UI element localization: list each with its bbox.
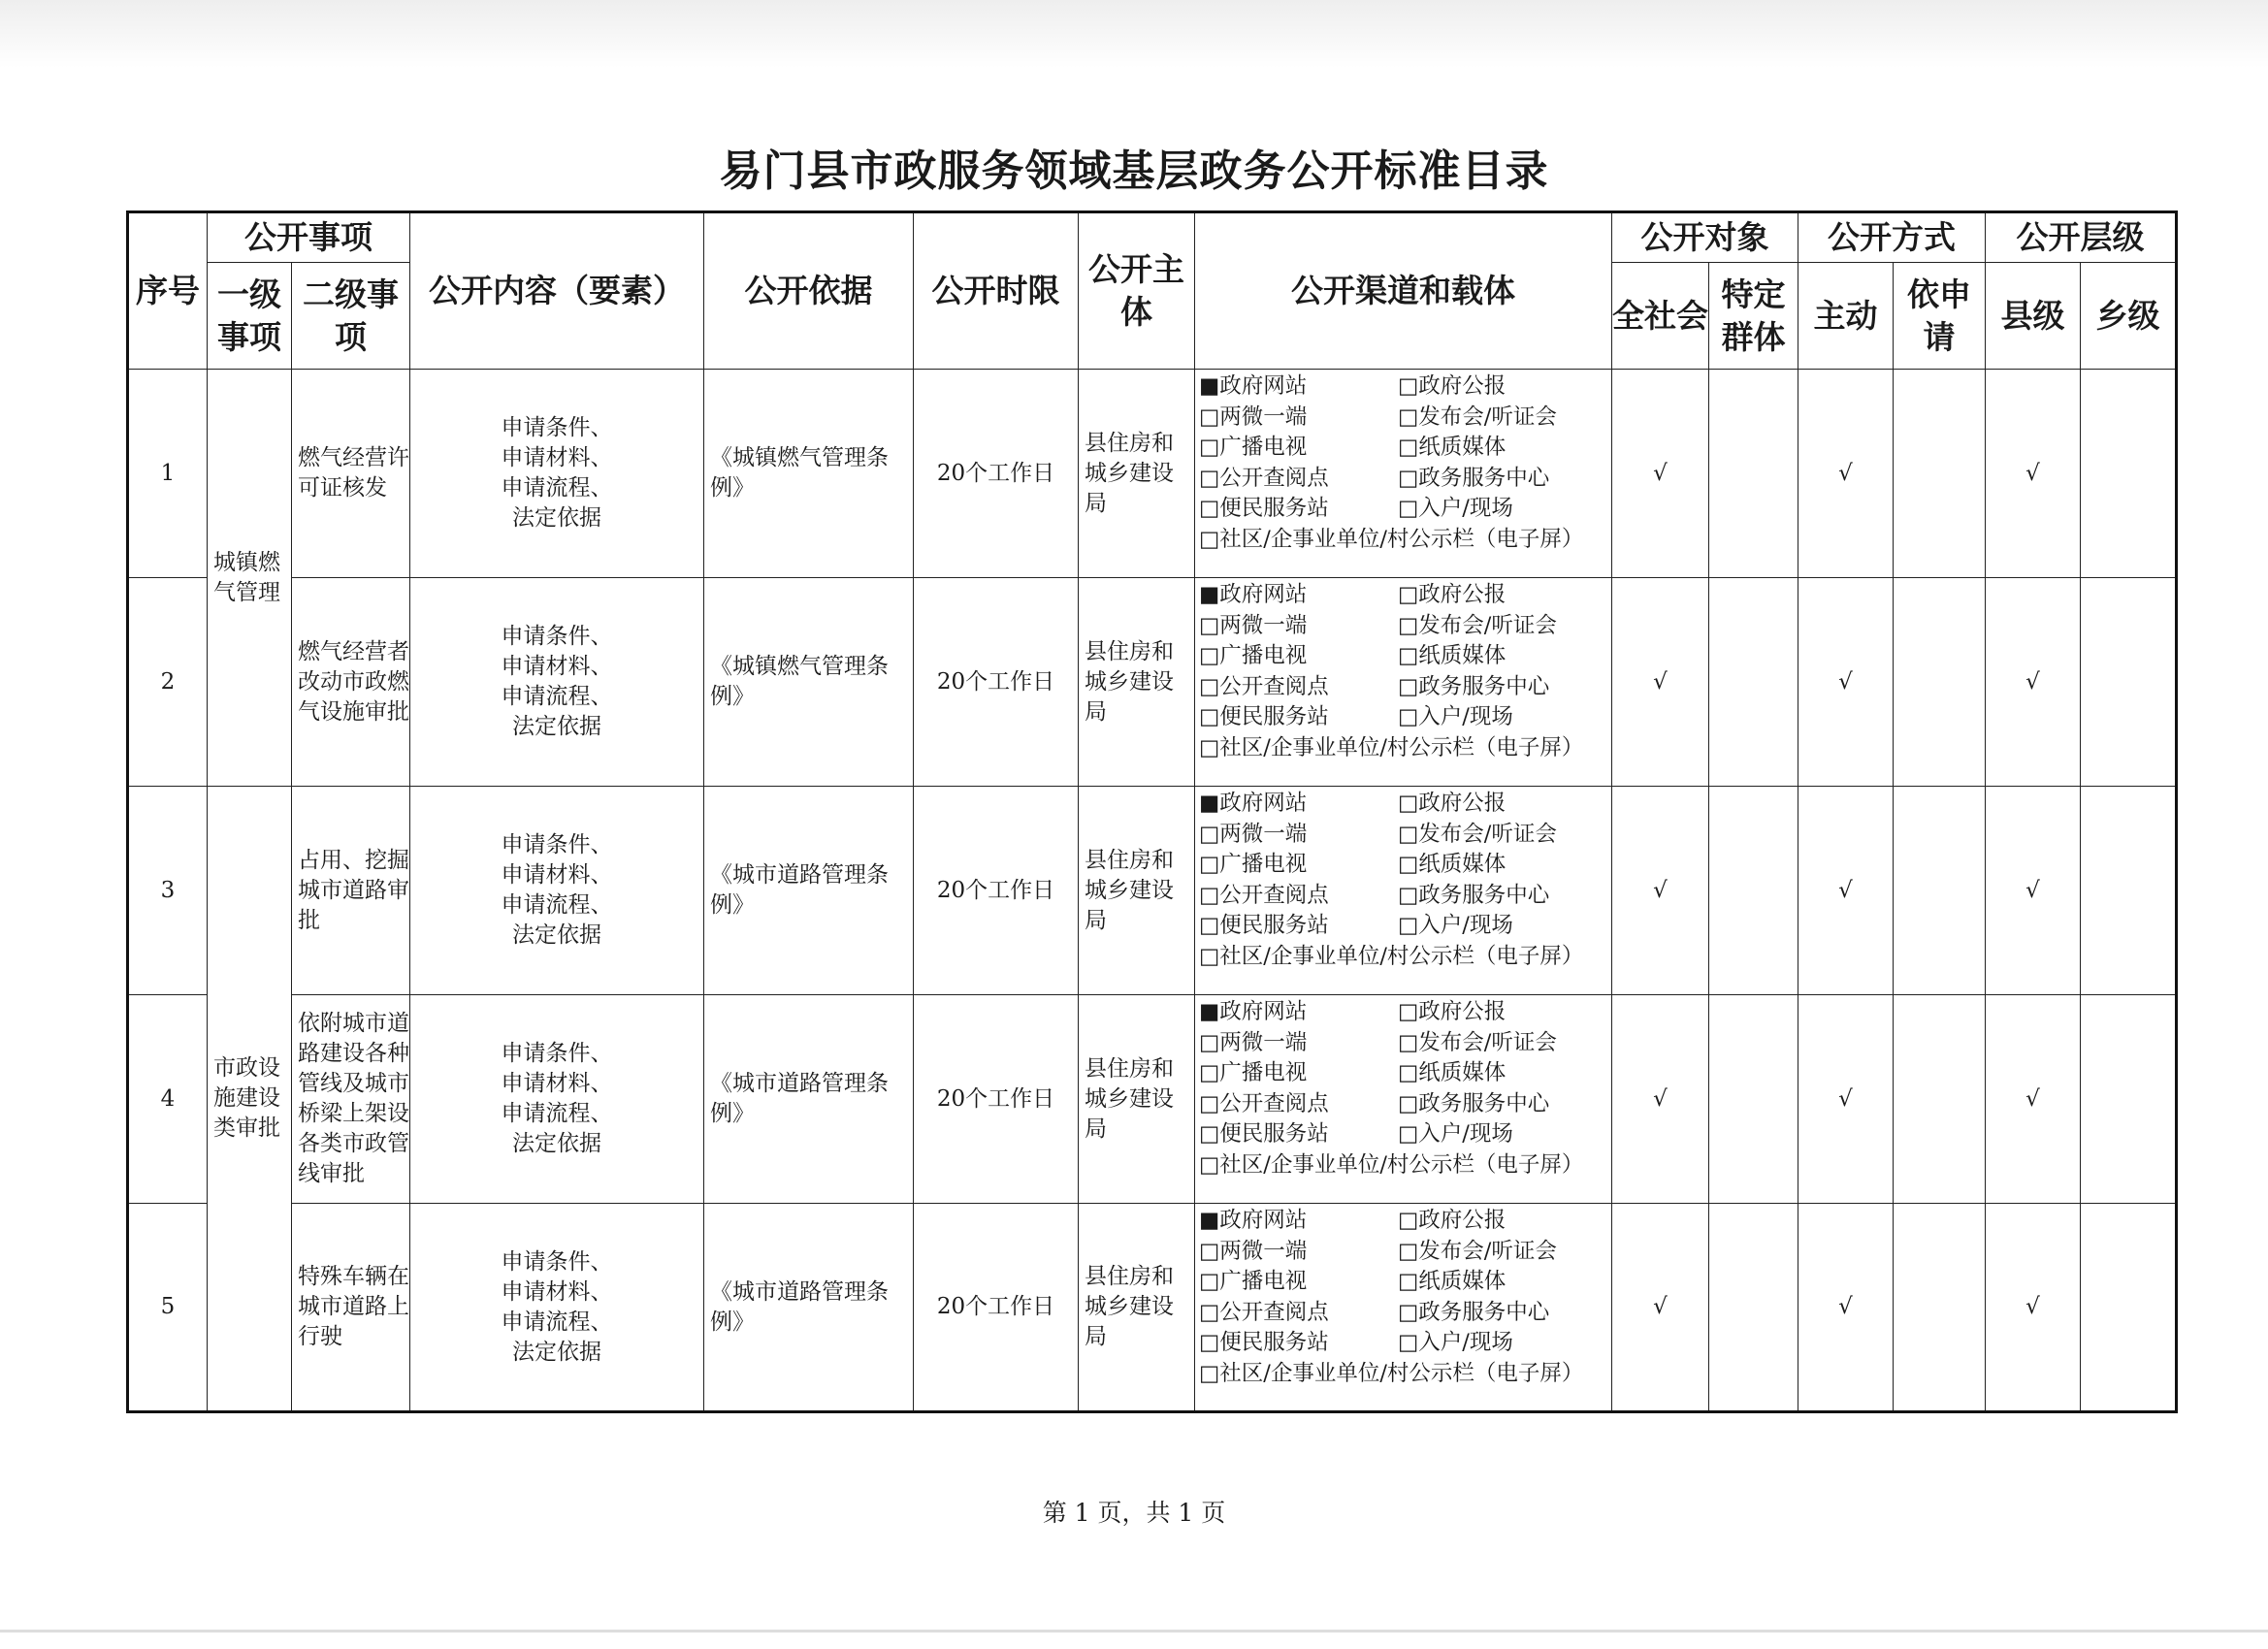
basis-cell: 《城市道路管理条例》 [704,1204,914,1412]
channel-option: □便民服务站 [1199,1330,1329,1355]
channel-option: □便民服务站 [1199,496,1329,521]
channels-cell [1195,787,1612,995]
content-lines [410,622,703,742]
seq-cell: 3 [128,787,208,995]
header-audience-group: 公开对象 [1612,212,1798,263]
township-check [2081,578,2177,787]
channel-option: □便民服务站 [1199,913,1329,938]
township-check [2081,995,2177,1204]
content-cell [410,1204,704,1412]
channel-row [1199,881,1609,912]
specific-group-check [1709,995,1798,1204]
content-cell [410,578,704,787]
content-line: 申请材料、 [501,1278,613,1305]
channel-option: □社区/企事业单位/村公示栏（电子屏） [1199,943,1584,969]
content-line: 法定依据 [512,922,601,948]
channel-row [1199,672,1609,703]
channel-option: □政府公报 [1398,373,1507,399]
on-request-check [1894,787,1986,995]
channel-row [1199,1237,1609,1268]
channel-row [1199,997,1609,1028]
channel-row [1199,580,1609,611]
channel-option: □入户/现场 [1398,1121,1513,1147]
content-line: 申请条件、 [501,832,613,857]
county-check: √ [1986,370,2081,578]
channel-row [1199,372,1609,403]
channel-option: □两微一端 [1199,404,1308,430]
channel-row [1199,403,1609,434]
all-society-check: √ [1612,370,1709,578]
content-line: 申请条件、 [501,624,613,649]
channel-option: □公开查阅点 [1199,1299,1329,1325]
table-row [128,578,2177,787]
channel-option: □纸质媒体 [1398,1060,1507,1085]
time-limit-cell: 20个工作日 [914,787,1079,995]
channel-row [1199,433,1609,464]
on-request-check [1894,578,1986,787]
channel-option: □两微一端 [1199,821,1308,847]
channel-option: □公开查阅点 [1199,1090,1329,1116]
county-check: √ [1986,995,2081,1204]
channel-option: □发布会/听证会 [1398,404,1557,430]
header-level1: 一级事项 [208,263,292,370]
channel-row [1199,1058,1609,1089]
on-request-check [1894,995,1986,1204]
channel-option: ■政府网站 [1199,373,1308,399]
channel-option: □纸质媒体 [1398,643,1507,668]
channel-row [1199,525,1609,556]
header-level2: 二级事项 [292,263,410,370]
channel-option: □入户/现场 [1398,704,1513,729]
header-on-request: 依申请 [1894,263,1986,370]
content-cell [410,370,704,578]
channel-option: □社区/企事业单位/村公示栏（电子屏） [1199,526,1584,552]
channel-option: ■政府网站 [1199,582,1308,607]
channel-option: □社区/企事业单位/村公示栏（电子屏） [1199,1360,1584,1386]
channel-row [1199,911,1609,942]
content-line: 申请流程、 [501,1309,613,1335]
header-township: 乡级 [2081,263,2177,370]
county-check: √ [1986,578,2081,787]
page-footer: 第 1 页，共 1 页 [1042,1499,1226,1527]
active-check: √ [1798,370,1894,578]
channel-row [1199,1359,1609,1390]
channel-option: □便民服务站 [1199,1121,1329,1147]
basis-cell: 《城市道路管理条例》 [704,787,914,995]
header-row-1 [128,212,2177,263]
channel-row [1199,942,1609,973]
channel-row [1199,702,1609,733]
content-lines [410,1039,703,1159]
seq-cell: 2 [128,578,208,787]
channel-option: □两微一端 [1199,1029,1308,1055]
channel-option: □发布会/听证会 [1398,612,1557,638]
header-content: 公开内容（要素） [410,212,704,370]
channel-option: □便民服务站 [1199,704,1329,729]
active-check: √ [1798,578,1894,787]
channel-option: □政务服务中心 [1398,465,1550,491]
header-basis: 公开依据 [704,212,914,370]
scan-top-shade [0,0,2268,68]
level2-cell: 占用、挖掘城市道路审批 [292,787,410,995]
time-limit-cell: 20个工作日 [914,370,1079,578]
header-county: 县级 [1986,263,2081,370]
header-specific-group: 特定群体 [1709,263,1798,370]
header-seq: 序号 [128,212,208,370]
channels-cell [1195,1204,1612,1412]
channel-option: □发布会/听证会 [1398,821,1557,847]
channel-row [1199,1328,1609,1359]
header-method-group: 公开方式 [1798,212,1986,263]
content-line: 申请流程、 [501,892,613,918]
channel-option: □公开查阅点 [1199,882,1329,908]
channel-option: □入户/现场 [1398,913,1513,938]
township-check [2081,370,2177,578]
channel-row [1199,733,1609,764]
channel-option: □两微一端 [1199,612,1308,638]
on-request-check [1894,1204,1986,1412]
active-check: √ [1798,1204,1894,1412]
basis-cell: 《城镇燃气管理条例》 [704,578,914,787]
channel-option: □政务服务中心 [1398,1090,1550,1116]
content-line: 法定依据 [512,505,601,531]
channel-row [1199,464,1609,495]
level2-cell: 依附城市道路建设各种管线及城市桥梁上架设各类市政管线审批 [292,995,410,1204]
channel-option: □纸质媒体 [1398,852,1507,877]
channel-option: □政府公报 [1398,999,1507,1024]
content-line: 申请流程、 [501,1101,613,1126]
header-matter-group: 公开事项 [208,212,410,263]
channel-row [1199,820,1609,851]
content-lines [410,1247,703,1368]
time-limit-cell: 20个工作日 [914,1204,1079,1412]
channel-option: □政府公报 [1398,582,1507,607]
level2-cell: 燃气经营者改动市政燃气设施审批 [292,578,410,787]
active-check: √ [1798,995,1894,1204]
content-cell [410,995,704,1204]
channel-option: □入户/现场 [1398,496,1513,521]
content-line: 申请材料、 [501,1071,613,1096]
all-society-check: √ [1612,995,1709,1204]
channel-row [1199,611,1609,642]
channel-row [1199,641,1609,672]
channel-option: □发布会/听证会 [1398,1029,1557,1055]
channel-option: □社区/企事业单位/村公示栏（电子屏） [1199,1151,1584,1178]
county-check: √ [1986,787,2081,995]
catalog-table [126,210,2178,1413]
all-society-check: √ [1612,578,1709,787]
channel-option: □政府公报 [1398,791,1507,816]
channel-option: □纸质媒体 [1398,435,1507,460]
content-line: 申请条件、 [501,1248,613,1275]
channels-cell [1195,995,1612,1204]
table-body [128,370,2177,1412]
scan-bottom-line [0,1630,2268,1633]
content-line: 法定依据 [512,1131,601,1156]
channel-option: ■政府网站 [1199,999,1308,1024]
specific-group-check [1709,578,1798,787]
channel-option: □两微一端 [1199,1238,1308,1264]
channel-option: □纸质媒体 [1398,1269,1507,1294]
channel-option: □公开查阅点 [1199,673,1329,699]
seq-cell: 5 [128,1204,208,1412]
channel-row [1199,1298,1609,1329]
content-line: 申请材料、 [501,862,613,888]
header-level-group: 公开层级 [1986,212,2177,263]
header-active: 主动 [1798,263,1894,370]
header-channels: 公开渠道和载体 [1195,212,1612,370]
township-check [2081,1204,2177,1412]
all-society-check: √ [1612,787,1709,995]
specific-group-check [1709,1204,1798,1412]
header-all-society: 全社会 [1612,263,1709,370]
level1-cell: 市政设施建设类审批 [208,787,292,1412]
content-line: 申请条件、 [501,1041,613,1066]
channel-option: ■政府网站 [1199,1208,1308,1233]
level1-cell: 城镇燃气管理 [208,370,292,787]
channel-row [1199,1119,1609,1150]
table-row [128,370,2177,578]
header-subject: 公开主体 [1079,212,1195,370]
subject-cell: 县住房和城乡建设局 [1079,1204,1195,1412]
channel-option: □广播电视 [1199,1060,1308,1085]
subject-cell: 县住房和城乡建设局 [1079,370,1195,578]
channels-cell [1195,578,1612,787]
document-title: 易门县市政服务领域基层政务公开标准目录 [719,146,1549,196]
specific-group-check [1709,787,1798,995]
channel-option: □广播电视 [1199,852,1308,877]
channel-row [1199,1267,1609,1298]
level2-cell: 燃气经营许可证核发 [292,370,410,578]
channel-row [1199,1150,1609,1181]
channel-option: □公开查阅点 [1199,465,1329,491]
channel-option: □社区/企事业单位/村公示栏（电子屏） [1199,734,1584,760]
specific-group-check [1709,370,1798,578]
channel-option: □广播电视 [1199,643,1308,668]
channels-cell [1195,370,1612,578]
content-lines [410,413,703,534]
content-line: 申请材料、 [501,654,613,679]
township-check [2081,787,2177,995]
table-row [128,1204,2177,1412]
table-row [128,787,2177,995]
content-line: 法定依据 [512,1339,601,1365]
subject-cell: 县住房和城乡建设局 [1079,787,1195,995]
basis-cell: 《城市道路管理条例》 [704,995,914,1204]
channel-option: □发布会/听证会 [1398,1238,1557,1264]
channel-row [1199,1089,1609,1120]
header-time-limit: 公开时限 [914,212,1079,370]
channel-option: □广播电视 [1199,435,1308,460]
on-request-check [1894,370,1986,578]
content-line: 申请材料、 [501,445,613,470]
subject-cell: 县住房和城乡建设局 [1079,578,1195,787]
active-check: √ [1798,787,1894,995]
seq-cell: 1 [128,370,208,578]
seq-cell: 4 [128,995,208,1204]
time-limit-cell: 20个工作日 [914,578,1079,787]
content-line: 申请流程、 [501,475,613,501]
content-cell [410,787,704,995]
channel-row [1199,494,1609,525]
content-line: 法定依据 [512,714,601,739]
channel-option: □广播电视 [1199,1269,1308,1294]
table-row [128,995,2177,1204]
content-line: 申请条件、 [501,415,613,440]
channel-option: □政务服务中心 [1398,882,1550,908]
channel-option: □政务服务中心 [1398,673,1550,699]
channel-option: □政府公报 [1398,1208,1507,1233]
subject-cell: 县住房和城乡建设局 [1079,995,1195,1204]
channel-row [1199,1028,1609,1059]
content-lines [410,830,703,951]
level2-cell: 特殊车辆在城市道路上行驶 [292,1204,410,1412]
all-society-check: √ [1612,1204,1709,1412]
content-line: 申请流程、 [501,684,613,709]
channel-row [1199,850,1609,881]
channel-option: □入户/现场 [1398,1330,1513,1355]
channel-row [1199,789,1609,820]
channel-option: □政务服务中心 [1398,1299,1550,1325]
county-check: √ [1986,1204,2081,1412]
channel-option: ■政府网站 [1199,791,1308,816]
time-limit-cell: 20个工作日 [914,995,1079,1204]
channel-row [1199,1206,1609,1237]
basis-cell: 《城镇燃气管理条例》 [704,370,914,578]
